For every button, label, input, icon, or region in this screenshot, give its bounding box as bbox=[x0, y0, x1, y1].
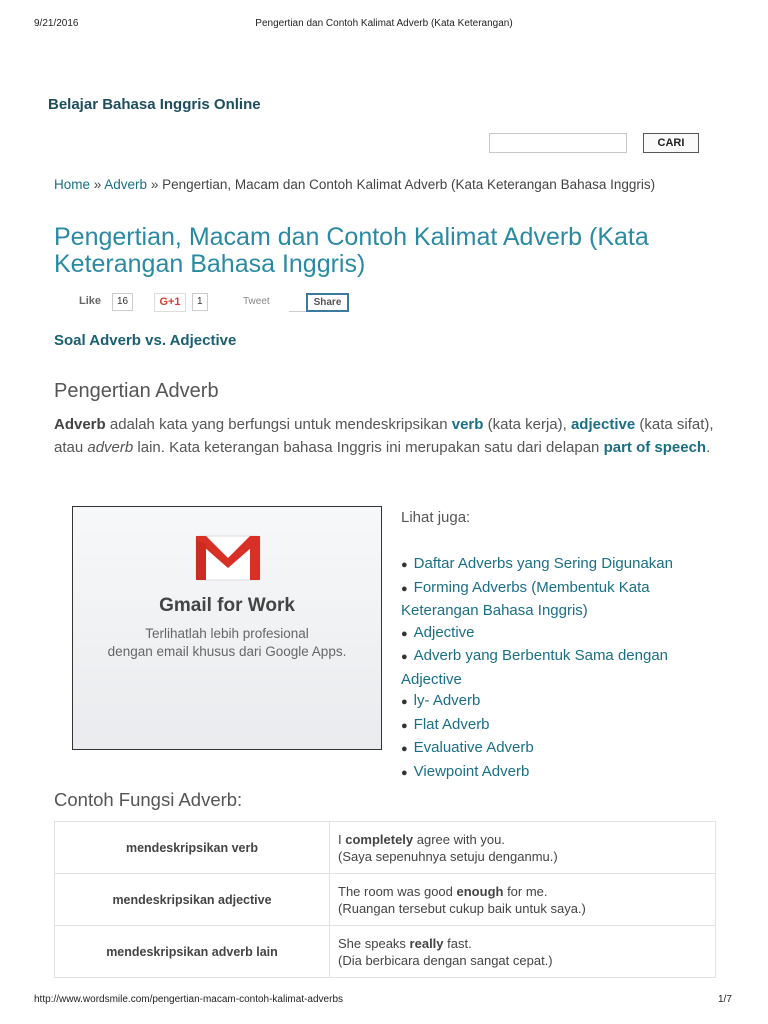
breadcrumb-separator: » bbox=[90, 177, 105, 192]
example-sentence bbox=[338, 831, 715, 848]
related-heading: Lihat juga: bbox=[401, 509, 471, 526]
related-link[interactable]: Evaluative Adverb bbox=[413, 739, 534, 756]
list-item bbox=[401, 737, 711, 761]
adverb-word: enough bbox=[456, 883, 504, 899]
adjective-link[interactable]: adjective bbox=[570, 416, 636, 433]
list-item bbox=[401, 622, 711, 646]
ad-subtitle bbox=[73, 625, 381, 661]
example-cell bbox=[330, 874, 716, 926]
sentence-text: The room was good bbox=[338, 883, 457, 899]
table-row bbox=[55, 822, 716, 874]
print-url: http://www.wordsmile.com/pengertian-macam-contoh-kalimat-adverbs bbox=[34, 994, 344, 1005]
example-cell bbox=[330, 822, 716, 874]
example-cell bbox=[330, 926, 716, 978]
paragraph-text: adalah kata yang berfungsi untuk mendeskripsikan bbox=[105, 416, 452, 433]
function-cell: mendeskripsikan verb bbox=[55, 822, 330, 874]
adverb-word: really bbox=[409, 935, 444, 951]
bullet-icon: ● bbox=[401, 559, 408, 571]
bullet-icon: ● bbox=[401, 696, 408, 708]
adverb-word: completely bbox=[345, 831, 414, 847]
sentence-text: She speaks bbox=[338, 935, 410, 951]
intro-paragraph bbox=[54, 413, 716, 459]
related-link[interactable]: Adjective bbox=[413, 623, 475, 641]
breadcrumb-home-link[interactable]: Home bbox=[54, 177, 91, 192]
table-row bbox=[55, 926, 716, 978]
sentence-text: for me. bbox=[503, 883, 548, 899]
list-item bbox=[401, 690, 711, 714]
examples-table bbox=[54, 821, 716, 978]
part-of-speech-link[interactable]: part of speech bbox=[603, 439, 707, 456]
gplus-button[interactable]: G+1 bbox=[154, 293, 186, 312]
paragraph-text: . bbox=[706, 439, 711, 456]
section-heading-contoh: Contoh Fungsi Adverb: bbox=[54, 789, 243, 810]
sentence-text: agree with you. bbox=[413, 831, 505, 847]
bullet-icon: ● bbox=[401, 627, 408, 640]
search-input[interactable] bbox=[489, 133, 627, 153]
related-list bbox=[401, 553, 711, 784]
related-link[interactable]: Viewpoint Adverb bbox=[413, 762, 530, 780]
bullet-icon: ● bbox=[401, 766, 408, 779]
print-doc-title: Pengertian dan Contoh Kalimat Adverb (Kata Keterangan) bbox=[255, 18, 513, 29]
example-sentence bbox=[338, 935, 715, 952]
breadcrumb-category-link[interactable]: Adverb bbox=[104, 177, 148, 192]
section-heading-pengertian: Pengertian Adverb bbox=[54, 380, 219, 402]
breadcrumb bbox=[54, 177, 655, 192]
table-row bbox=[55, 874, 716, 926]
related-link[interactable]: Daftar Adverbs yang Sering Digunakan bbox=[413, 555, 673, 572]
related-link[interactable]: Adverb yang Berbentuk Sama dengan Adjective bbox=[401, 647, 668, 688]
site-title-link[interactable]: Belajar Bahasa Inggris Online bbox=[48, 96, 261, 113]
term-adverb: Adverb bbox=[54, 416, 106, 433]
related-link[interactable]: Flat Adverb bbox=[413, 715, 490, 733]
print-page-number: 1/7 bbox=[718, 994, 732, 1005]
like-button[interactable]: Like bbox=[79, 295, 102, 307]
gmail-logo-icon bbox=[194, 532, 262, 582]
list-item bbox=[401, 553, 711, 577]
tweet-button[interactable]: Tweet bbox=[243, 296, 270, 307]
bullet-icon: ● bbox=[401, 582, 408, 595]
paragraph-text: lain. Kata keterangan bahasa Inggris ini merupakan satu dari delapan bbox=[133, 439, 604, 456]
gmail-ad-banner[interactable] bbox=[72, 506, 382, 750]
example-translation: (Ruangan tersebut cukup baik untuk saya.) bbox=[338, 900, 586, 916]
paragraph-text: (kata kerja), bbox=[483, 416, 571, 433]
function-cell: mendeskripsikan adjective bbox=[55, 874, 330, 926]
sentence-text: fast. bbox=[443, 935, 472, 951]
gplus-count: 1 bbox=[192, 293, 208, 311]
ad-title: Gmail for Work bbox=[159, 595, 295, 616]
example-translation: (Saya sepenuhnya setuju denganmu.) bbox=[338, 848, 558, 864]
list-item bbox=[401, 714, 711, 738]
list-item bbox=[401, 645, 711, 690]
search-button[interactable]: CARI bbox=[643, 133, 699, 153]
verb-link[interactable]: verb bbox=[451, 416, 484, 433]
bullet-icon: ● bbox=[401, 651, 408, 663]
article-title: Pengertian, Macam dan Contoh Kalimat Adverb (Kata Keterangan Bahasa Inggris) bbox=[54, 223, 649, 278]
sentence-text: I bbox=[338, 831, 346, 847]
bullet-icon: ● bbox=[401, 719, 408, 732]
function-cell: mendeskripsikan adverb lain bbox=[55, 926, 330, 978]
list-item bbox=[401, 761, 711, 785]
related-link[interactable]: ly- Adverb bbox=[413, 692, 481, 709]
list-item bbox=[401, 577, 711, 622]
related-link[interactable]: Forming Adverbs (Membentuk Kata Keterangan Bahasa Inggris) bbox=[401, 578, 650, 619]
term-adverb-italic: adverb bbox=[87, 439, 134, 456]
bullet-icon: ● bbox=[401, 743, 408, 755]
print-date: 9/21/2016 bbox=[34, 18, 79, 29]
share-button[interactable]: Share bbox=[306, 293, 349, 312]
example-translation: (Dia berbicara dengan sangat cepat.) bbox=[338, 952, 553, 968]
paragraph-text: (kata sifat), atau bbox=[54, 416, 714, 456]
soal-link[interactable]: Soal Adverb vs. Adjective bbox=[54, 332, 237, 349]
example-sentence bbox=[338, 883, 715, 900]
ad-line-2: dengan email khusus dari Google Apps. bbox=[107, 644, 347, 659]
ad-line-1: Terlihatlah lebih profesional bbox=[145, 626, 309, 641]
like-count: 16 bbox=[112, 293, 133, 311]
breadcrumb-current: Pengertian, Macam dan Contoh Kalimat Adverb (Kata Keterangan Bahasa Inggris) bbox=[162, 177, 656, 192]
breadcrumb-separator: » bbox=[147, 177, 163, 192]
